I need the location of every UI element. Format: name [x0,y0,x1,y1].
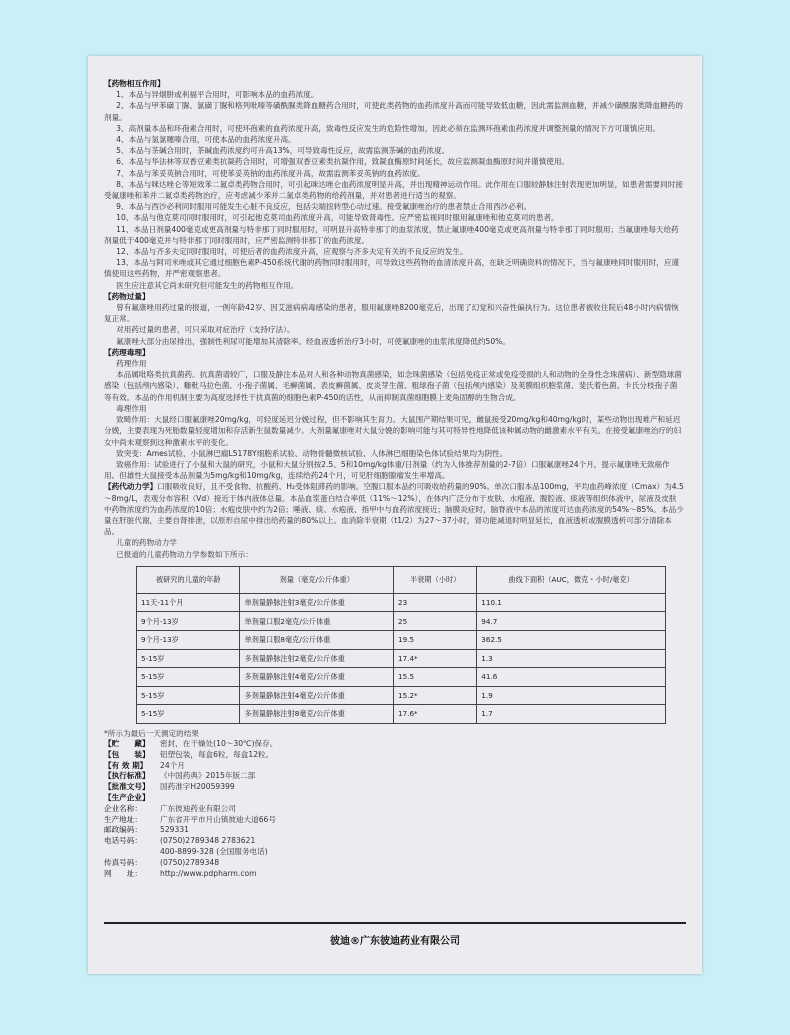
leaflet-content [104,78,684,879]
web-row [104,869,684,880]
storage-value: 密封，在干燥处(10～30℃)保存。 [160,739,278,749]
interaction-item: 2、本品与甲苯磺丁脲、氯磺丁脲和格列吡嗪等磺酰脲类降血糖药合用时，可使此类药物的血药浓度升高而可能导致低血糖，因此需监测血糖，并减少磺酰脲类降血糖药的剂量。 [104,101,683,122]
postcode-value: 529331 [160,825,189,835]
cell-age: 9个月-13岁 [137,612,240,631]
cell-auc: 362.5 [477,630,666,649]
cell-age: 5-15岁 [137,668,240,687]
approval-label: 【批准文号】 [104,782,150,792]
table-row [137,612,666,631]
interaction-item: 7、本品与苯妥英钠合用时，可使苯妥英钠的血药浓度升高，故需监测苯妥英钠的血药浓度。 [116,168,425,178]
validity-row [104,761,684,772]
postcode-row [104,825,684,836]
company-value: 广东彼迪药业有限公司 [160,803,236,813]
cell-half-life: 15.5 [394,668,477,687]
table-row [137,593,666,612]
toxicology-heading: 【药理毒理】 [104,347,150,357]
cell-age: 9个月-13岁 [137,630,240,649]
cell-half-life: 17.6* [394,705,477,724]
cell-age: 11天-11个月 [137,593,240,612]
address-label: 生产地址： [104,814,142,824]
interaction-item: 10、本品与他克莫司同时服用时，可引起他克莫司血药浓度升高，可能导致肾毒性。应严密监视同时服用氟康唑和他克莫司的患者。 [116,213,559,223]
cell-dose: 单剂量静脉注射3毫克/公斤体重 [240,593,394,612]
interaction-item: 6、本品与华法林等双香豆素类抗凝药合用时，可增强双香豆素类抗凝作用，致凝血酶原时间延长，故应监测凝血酶原时间并谨慎使用。 [116,157,570,167]
table-header-row [137,566,666,593]
web-label: 网 址： [104,868,142,878]
phone2-row [104,847,684,858]
col-header-dose: 剂量（毫克/公斤体重） [240,566,394,593]
children-pk-title: 儿童的药物动力学 [116,538,177,548]
approval-row [104,782,684,793]
cell-half-life: 25 [394,612,477,631]
cell-auc: 41.6 [477,668,666,687]
phone-row [104,836,684,847]
company-label: 企业名称： [104,803,142,813]
col-header-auc: 曲线下面积（AUC，微克・小时/毫克） [477,566,666,593]
cell-auc: 94.7 [477,612,666,631]
table-row [137,686,666,705]
fax-row [104,858,684,869]
address-row [104,815,684,826]
interaction-item: 12、本品与齐多夫定同时服用时，可使后者的血药浓度升高，应观察与齐多夫定有关的不良反应的发生。 [116,247,468,257]
reproductive-text: 致畸作用：大鼠经口服氟康唑20mg/kg，可轻度延迟分娩过程，但不影响其生育力。大鼠围产期结果可见，雌鼠接受20mg/kg和40mg/kg时，某些动物出现难产和延迟分娩，主要表现为死胎数量轻度增加和存活新生鼠数量减少。大剂量氟康唑对大鼠分娩的影响可能与其可特异性地降低该种属动物的雌激素水平有关。在接受氟康唑治疗的妇女中尚未观察到这种激素水平的变化。 [104,415,682,447]
fax-value: (0750)2789348 [160,857,220,867]
phone-label: 电话号码： [104,836,142,846]
storage-label: 【贮 藏】 [104,739,150,749]
footer-divider [104,922,686,924]
interaction-item: 13、本品与阿司米唑或其它通过细胞色素P-450系统代谢的药物同时服用时，可导致这些药物的血清浓度升高，在缺乏明确资料的情况下，当与氟康唑同时服用时，应谨慎使用这些药物，并严密观察患者。 [104,258,680,279]
overdose-heading: 【药物过量】 [104,291,150,301]
cell-auc: 110.1 [477,593,666,612]
cell-auc: 1.7 [477,705,666,724]
interaction-item: 11、本品日剂量400毫克或更高剂量与特非那丁同时服用时，可明显升高特非那丁的血浆浓度，禁止氟康唑400毫克或更高剂量与特非那丁同时服用；当氟康唑每天给药剂量低于400毫克并与特非那丁同时服用时，应严密监测特非那丁的血药浓度。 [104,224,679,245]
col-header-age: 被研究的儿童的年龄 [137,566,240,593]
cell-dose: 单剂量口服2毫克/公斤体重 [240,612,394,631]
package-value: 铝塑包装，每盒6粒，每盒12粒。 [160,749,274,759]
table-row [137,630,666,649]
pharmacology-text: 本品属吡咯类抗真菌药。抗真菌谱较广，口服及静注本品对人和各种动物真菌感染，如念珠菌感染（包括免疫正常或免疫受损的人和动物的全身性念珠菌病）、新型隐球菌感染（包括颅内感染）、糠秕马拉色菌、小孢子菌属、毛癣菌属、表皮癣菌属、皮炎芽生菌、粗球孢子菌（包括颅内感染）及荚膜组织胞浆菌、斐氏着色菌、卡氏分枝孢子菌等有效。本品的作用机制主要为高度选择性干扰真菌的细胞色素P-450的活性，从而抑制真菌细胞膜上麦角固醇的生物合成。 [104,370,682,402]
interaction-item: 8、本品与咪达唑仑等短效苯二氮卓类药物合用时，可引起咪达唑仑血药浓度明显升高，并出现精神运动作用。此作用在口服较静脉注射表现更加明显，如患者需要同时接受氟康唑和苯并二氮卓类药物治疗，应考虑减少苯并二氮卓类药物的给药剂量，并对患者进行适当的观察。 [104,179,683,201]
toxicity-title: 毒理作用 [116,403,147,413]
interactions-list [104,89,684,291]
pharmacokinetics-paragraph [104,481,684,537]
cell-half-life: 15.2* [394,686,477,705]
leaflet-page [88,56,702,974]
cell-half-life: 17.4* [394,649,477,668]
mutagenic-text: 致突变：Ames试验、小鼠淋巴瘤L5178Y细胞系试验、动物骨髓微核试验、人体淋巴细胞染色体试验结果均为阴性。 [116,448,508,458]
validity-label: 【有 效 期】 [104,760,148,770]
cell-dose: 单剂量口服8毫克/公斤体重 [240,630,394,649]
pharmacokinetics-heading: 【药代动力学】 [104,482,158,492]
maker-label: 【生产企业】 [104,793,150,803]
cell-dose: 多剂量静脉注射2毫克/公斤体重 [240,649,394,668]
overdose-text: 曾有氟康唑用药过量的报道，一例年龄42岁、因艾滋病病毒感染的患者，服用氟康唑8200毫克后，出现了幻觉和兴奋性偏执行为。这位患者被收住院后48小时内病情恢复正常。 [104,303,679,324]
cell-dose: 多剂量静脉注射8毫克/公斤体重 [240,705,394,724]
cell-half-life: 23 [394,593,477,612]
package-row [104,750,684,761]
footer-company: 彼迪®广东彼迪药业有限公司 [330,936,460,947]
col-header-half-life: 半衰期（小时） [394,566,477,593]
maker-row [104,793,684,804]
standard-value: 《中国药典》2015年版二部 [160,771,256,781]
company-row [104,804,684,815]
interaction-item: 1、本品与异烟肼或利福平合用时，可影响本品的血药浓度。 [116,90,319,100]
phone-value: (0750)2789348 2783621 [160,836,256,846]
fax-label: 传真号码： [104,857,142,867]
table-row [137,649,666,668]
interaction-item: 5、本品与茶碱合用时，茶碱血药浓度约可升高13%，可导致毒性反应，故需监测茶碱的血药浓度。 [116,146,450,156]
overdose-text: 对用药过量的患者，可只采取对症治疗（支持疗法）。 [116,325,295,335]
table-note: *所示为最后一天测定的结果 [104,728,199,738]
cell-dose: 多剂量静脉注射4毫克/公斤体重 [240,686,394,705]
interaction-item: 9、本品与西沙必利同时服用可能发生心脏不良反应，包括尖端扭转型心动过速。接受氟康唑治疗的患者禁止合用西沙必利。 [116,202,532,212]
package-label: 【包 装】 [104,749,150,759]
postcode-label: 邮政编码： [104,825,142,835]
cell-age: 5-15岁 [137,649,240,668]
address-value: 广东省开平市月山镇彼迪大道66号 [160,814,276,824]
phone2-value: 400-8899-328 (全国服务电话) [160,847,268,857]
cell-auc: 1.9 [477,686,666,705]
children-pk-intro: 已报道的儿童药物动力学参数如下所示： [116,549,253,559]
interaction-item: 3、高剂量本品和环孢素合用时，可使环孢素的血药浓度升高，致毒性反应发生的危险性增加，因此必须在监测环孢素血药浓度并调整剂量的情况下方可谨慎应用。 [116,123,661,133]
cell-auc: 1.3 [477,649,666,668]
table-row [137,705,666,724]
interactions-heading: 【药物相互作用】 [104,79,165,88]
pharmacokinetics-text: 口服吸收良好，且不受食物、抗酸药、H₂受体阻滞药的影响。空腹口服本品约可吸收给药量的90%。单次口服本品100mg，平均血药峰浓度（Cmax）为4.5～8mg/L，表观分布容积（Vd）接近于体内液体总量。本品血浆蛋白结合率低（11%～12%），在体内广泛分布于皮肤、水疱液、腹腔液、痰液等组织体液中，尿液及皮肤中药物浓度约为血药浓度的10倍；水疱皮肤中约为2倍；唾液、痰、水疱液、指甲中与血药浓度接近；脑膜炎症时，脑脊液中本品的浓度可达血药浓度的54%～85%。本品少量在肝脏代谢，主要自肾排泄，以原形自尿中排出给药量的80%以上。血消除半衰期（t1/2）为27～37小时，肾功能减退时明显延长，血液透析或腹膜透析可部分清除本品。 [104,482,684,537]
carcinogenic-text: 致癌作用：试验进行了小鼠和大鼠的研究，小鼠和大鼠分别按2.5、5和10mg/kg体重/日剂量（约为人体推荐剂量的2-7倍）口服氟康唑24个月，提示氟康唑无致癌作用。但雄性大鼠接受本品剂量为5mg/kg和10mg/kg，连续给药24个月，可见肝细胞腺瘤发生率增高。 [104,459,670,481]
cell-half-life: 19.5 [394,630,477,649]
pharmacology-title: 药理作用 [116,359,147,369]
interaction-item: 医生应注意其它尚未研究但可能发生的药物相互作用。 [116,280,299,290]
overdose-text: 氟康唑大部分由尿排出，强制性利尿可能增加其清除率。经血液透析治疗3小时，可使氟康唑的血浆浓度降低约50%。 [116,336,510,346]
cell-age: 5-15岁 [137,686,240,705]
standard-row [104,771,684,782]
storage-row [104,739,684,750]
standard-label: 【执行标准】 [104,771,150,781]
children-pk-table [136,566,666,724]
cell-dose: 多剂量静脉注射4毫克/公斤体重 [240,668,394,687]
product-meta [104,739,684,879]
validity-value: 24个月 [160,760,185,770]
approval-value: 国药准字H20059399 [160,782,235,792]
cell-age: 5-15岁 [137,705,240,724]
table-row [137,668,666,687]
web-value: http://www.pdpharm.com [160,868,257,878]
interaction-item: 4、本品与氢氯噻嗪合用，可使本品的血药浓度升高。 [116,135,296,145]
